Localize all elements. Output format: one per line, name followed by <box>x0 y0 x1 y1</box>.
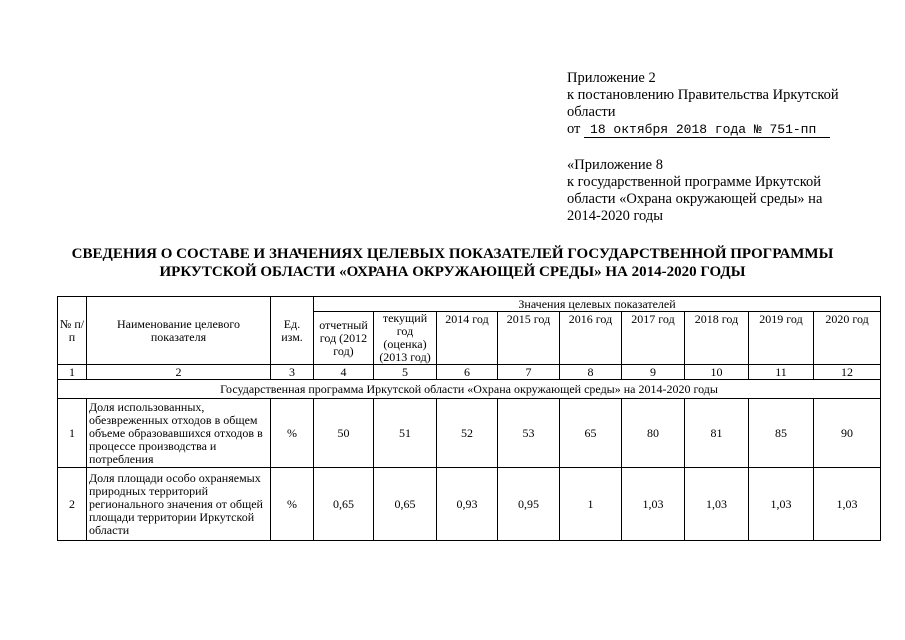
header-year: 2015 год <box>498 312 560 365</box>
header-reporting-year: отчетный год (2012 год) <box>314 312 374 365</box>
row-value: 0,95 <box>498 468 560 541</box>
appendix-block <box>567 70 867 225</box>
row-value: 1,03 <box>814 468 881 541</box>
row-unit: % <box>271 468 314 541</box>
date-value: 18 октября 2018 года № 751-пп <box>584 122 830 138</box>
header-values-group: Значения целевых показателей <box>314 297 881 312</box>
appendix-line: к постановлению Правительства Иркутской <box>567 87 839 103</box>
header-unit: Ед. изм. <box>271 297 314 365</box>
header-year: 2019 год <box>749 312 814 365</box>
header-year: 2014 год <box>437 312 498 365</box>
section-row <box>58 380 881 399</box>
header-year: 2016 год <box>560 312 622 365</box>
row-num: 2 <box>58 468 87 541</box>
row-value: 65 <box>560 399 622 468</box>
header-current-year: текущий год (оценка) (2013 год) <box>374 312 437 365</box>
title-line: ИРКУТСКОЙ ОБЛАСТИ «ОХРАНА ОКРУЖАЮЩЕЙ СРЕДЫ» НА 2014-2020 ГОДЫ <box>159 264 746 280</box>
row-value: 51 <box>374 399 437 468</box>
column-number-row <box>58 365 881 380</box>
title-line: СВЕДЕНИЯ О СОСТАВЕ И ЗНАЧЕНИЯХ ЦЕЛЕВЫХ ПОКАЗАТЕЛЕЙ ГОСУДАРСТВЕННОЙ ПРОГРАММЫ <box>71 246 834 262</box>
appendix-date-line <box>567 121 867 138</box>
row-value: 1,03 <box>749 468 814 541</box>
column-number: 4 <box>314 365 374 380</box>
column-number: 9 <box>622 365 685 380</box>
header-row <box>58 297 881 312</box>
row-value: 1,03 <box>622 468 685 541</box>
table-row <box>58 399 881 468</box>
appendix-line: к государственной программе Иркутской <box>567 174 822 190</box>
appendix-line: Приложение 2 <box>567 70 656 86</box>
table-row <box>58 468 881 541</box>
column-number: 3 <box>271 365 314 380</box>
column-number: 5 <box>374 365 437 380</box>
appendix-line: «Приложение 8 <box>567 157 663 173</box>
row-value: 0,65 <box>374 468 437 541</box>
appendix-line: области «Охрана окружающей среды» на <box>567 191 823 207</box>
column-number: 8 <box>560 365 622 380</box>
column-number: 12 <box>814 365 881 380</box>
column-number: 2 <box>87 365 271 380</box>
row-value: 50 <box>314 399 374 468</box>
row-value: 81 <box>685 399 749 468</box>
section-title: Государственная программа Иркутской области «Охрана окружающей среды» на 2014-2020 годы <box>58 380 881 399</box>
column-number: 1 <box>58 365 87 380</box>
row-value: 1 <box>560 468 622 541</box>
column-number: 7 <box>498 365 560 380</box>
header-num: № п/ п <box>58 297 87 365</box>
row-value: 90 <box>814 399 881 468</box>
row-unit: % <box>271 399 314 468</box>
header-name: Наименование целевого показателя <box>87 297 271 365</box>
row-value: 85 <box>749 399 814 468</box>
row-value: 0,93 <box>437 468 498 541</box>
column-number: 10 <box>685 365 749 380</box>
row-num: 1 <box>58 399 87 468</box>
row-value: 53 <box>498 399 560 468</box>
column-number: 11 <box>749 365 814 380</box>
row-value: 1,03 <box>685 468 749 541</box>
row-name: Доля использованных, обезвреженных отходов в общем объеме образовавшихся отходов в процессе производства и потребления <box>87 399 271 468</box>
row-value: 0,65 <box>314 468 374 541</box>
appendix-line: области <box>567 104 616 120</box>
column-number: 6 <box>437 365 498 380</box>
document-title <box>40 245 865 281</box>
appendix-line: 2014-2020 годы <box>567 208 663 224</box>
header-year: 2017 год <box>622 312 685 365</box>
row-value: 80 <box>622 399 685 468</box>
row-name: Доля площади особо охраняемых природных территорий регионального значения от общей площади территории Иркутской области <box>87 468 271 541</box>
row-value: 52 <box>437 399 498 468</box>
header-year: 2018 год <box>685 312 749 365</box>
indicators-table <box>57 296 881 541</box>
date-prefix: от <box>567 121 581 137</box>
header-year: 2020 год <box>814 312 881 365</box>
